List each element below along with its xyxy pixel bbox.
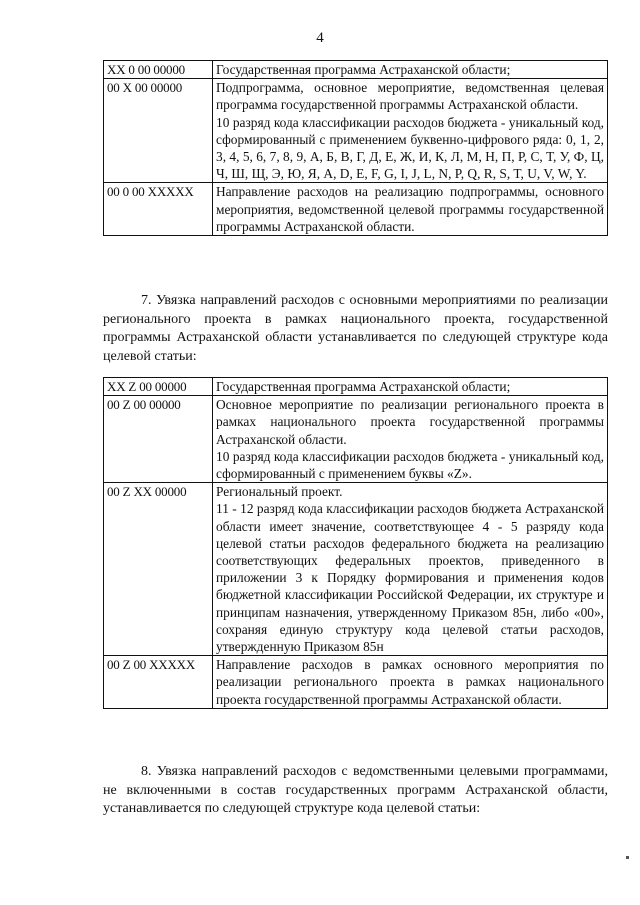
description-cell [213, 61, 608, 79]
description-cell [213, 396, 608, 483]
description-paragraph: Государственная программа Астраханской области; [216, 379, 511, 394]
code-cell: 00 0 00 XXXXX [104, 183, 213, 236]
description-cell [213, 378, 608, 396]
table-row [104, 378, 608, 396]
table-row [104, 483, 608, 656]
description-paragraph: Региональный проект. [216, 484, 343, 500]
description-paragraph: Государственная программа Астраханской области; [216, 62, 511, 77]
scan-artifact-dot [626, 856, 629, 859]
code-structure-table-1 [103, 60, 608, 236]
code-cell: XX Z 00 00000 [104, 378, 213, 396]
description-cell [213, 483, 608, 656]
section-7-paragraph: 7. Увязка направлений расходов с основными мероприятиями по реализации регионального проекта в рамках национального проекта, государственной программы Астраханской области устанавливается по следующей структуре кода целевой статьи: [103, 293, 608, 364]
code-cell: 00 Z XX 00000 [104, 483, 213, 656]
description-paragraph: Подпрограмма, основное мероприятие, ведомственная целевая программа государственной программы Астраханской области. [216, 80, 604, 113]
page-number: 4 [316, 30, 324, 46]
table-row [104, 183, 608, 236]
table-row [104, 656, 608, 709]
code-cell: XX 0 00 00000 [104, 61, 213, 79]
description-paragraph: 10 разряд кода классификации расходов бюджета - уникальный код, сформированный с применением буквенно-цифрового ряда: 0, 1, 2, 3, 4, 5, 6, 7, 8, 9, А, Б, В, Г, Д, Е, Ж, И, К, Л, М, Н, П, Р, С, Т, У, Ф, Ц, Ч, Ш, Щ, Э, Ю, Я, A, D, E, F, G, I, J, L, N, P, Q, R, S, T, U, V, W, Y. [216, 114, 604, 182]
table-row [104, 396, 608, 483]
description-paragraph: Направление расходов на реализацию подпрограммы, основного мероприятия, ведомственной целевой программы государственной программы Астраханской области. [216, 184, 604, 234]
code-cell: 00 Z 00 XXXXX [104, 656, 213, 709]
description-cell [213, 656, 608, 709]
description-paragraph: 10 разряд кода классификации расходов бюджета - уникальный код, сформированный с применением буквы «Z». [216, 448, 604, 482]
description-paragraph: 11 - 12 разряд кода классификации расходов бюджета Астраханской области имеет значение, соответствующее 4 - 5 разряду кода целевой статьи расходов федерального бюджета на реализацию соответствующих федеральных проектов, приведенного в приложении 3 к Порядку формирования и применения кодов бюджетной классификации Российской Федерации, их структуре и принципам назначения, утвержденному Приказом 85н, либо «00», сохраняя единую структуру кода целевой статьи расходов, утвержденную Приказом 85н [216, 501, 604, 655]
table-row [104, 61, 608, 79]
table-row [104, 79, 608, 183]
section-8-paragraph: 8. Увязка направлений расходов с ведомственными целевыми программами, не включенными в состав государственных программ Астраханской области, устанавливается по следующей структуре кода целевой статьи: [103, 764, 608, 817]
code-cell: 00 Z 00 00000 [104, 396, 213, 483]
description-paragraph: Направление расходов в рамках основного мероприятия по реализации регионального проекта в рамках национального проекта государственной программы Астраханской области. [216, 657, 604, 707]
description-cell [213, 183, 608, 236]
code-structure-table-2 [103, 377, 608, 709]
description-cell [213, 79, 608, 183]
description-paragraph: Основное мероприятие по реализации регионального проекта в рамках национального проекта государственной программы Астраханской области. [216, 397, 604, 447]
code-cell: 00 X 00 00000 [104, 79, 213, 183]
